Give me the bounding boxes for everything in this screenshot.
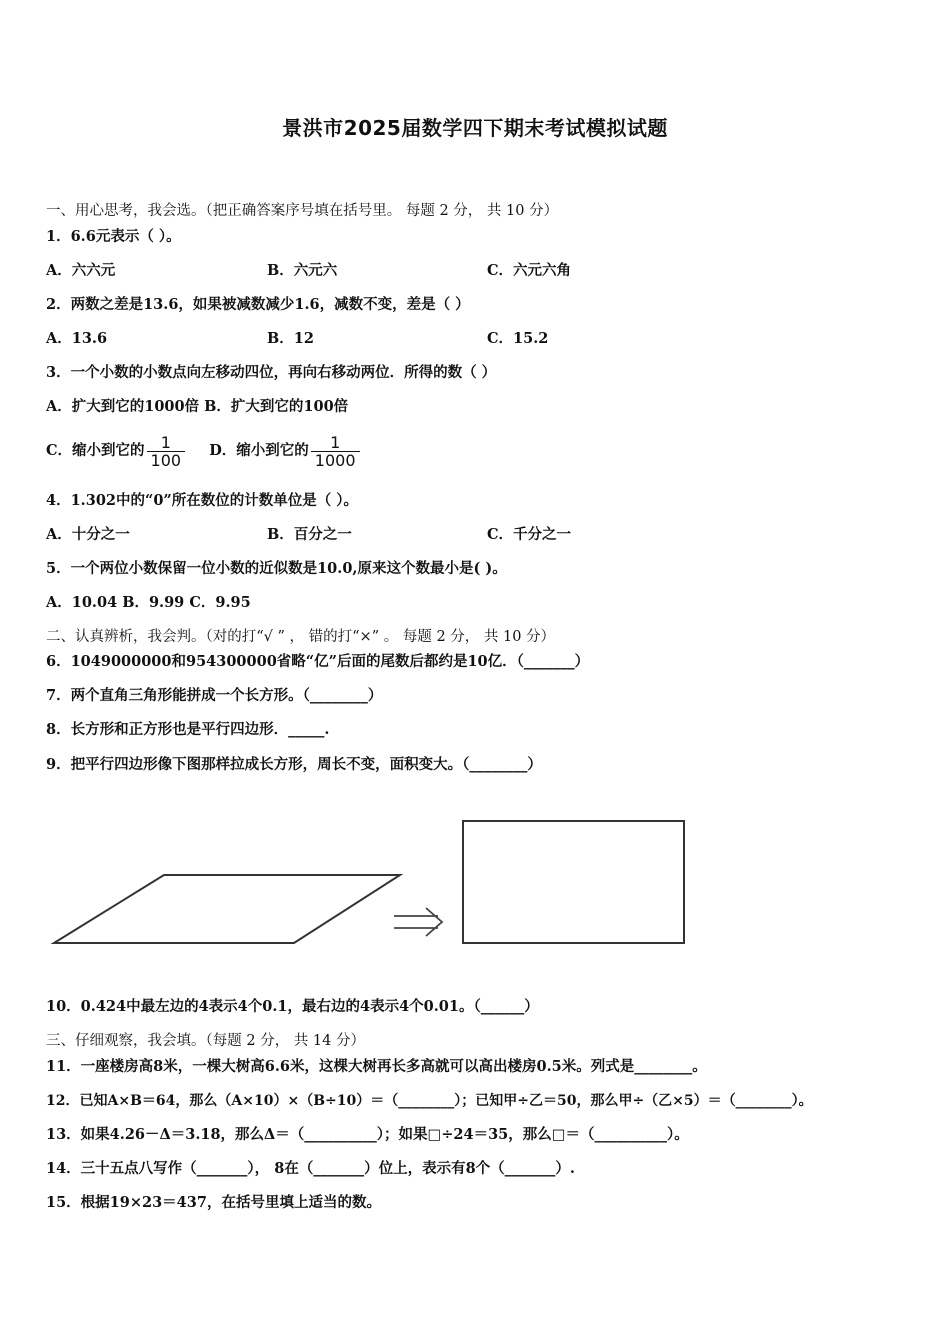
q3-option-d: D．缩小到它的 bbox=[209, 442, 309, 459]
question-2: 2．两数之差是13.6，如果被减数减少1.6，减数不变，差是（ ） bbox=[46, 296, 470, 313]
question-6: 6．1049000000和954300000省略“亿”后面的尾数后都约是10亿．（_______） bbox=[46, 653, 590, 670]
rectangle-shape bbox=[463, 821, 684, 943]
question-3: 3．一个小数的小数点向左移动四位，再向右移动两位．所得的数（ ） bbox=[46, 364, 497, 381]
q4-option-a: A．十分之一 bbox=[46, 526, 130, 543]
fraction-1-1000: $\frac{1}{1000}$ bbox=[311, 434, 360, 469]
page-title: 景洪市2025届数学四下期末考试模拟试题 bbox=[282, 116, 668, 140]
q4-option-c: C．千分之一 bbox=[487, 526, 572, 543]
q1-option-b: B．六元六 bbox=[267, 262, 338, 279]
q1-option-a: A．六六元 bbox=[46, 262, 116, 279]
section-2-heading: 二、认真辨析，我会判。（对的打“√ ” ， 错的打“×” 。 每题 2 分， 共 10 分） bbox=[46, 629, 556, 645]
q5-options: A．10.04 B．9.99 C．9.95 bbox=[46, 594, 251, 611]
q2-option-a: A．13.6 bbox=[46, 330, 108, 347]
q3-options-cd bbox=[46, 432, 360, 470]
double-arrow-icon bbox=[394, 908, 442, 936]
question-1: 1．6.6元表示（ ）。 bbox=[46, 228, 181, 245]
question-11: 11．一座楼房高8米，一棵大树高6.6米，这棵大树再长多高就可以高出楼房0.5米。列式是________。 bbox=[46, 1058, 707, 1075]
q2-option-b: B．12 bbox=[267, 330, 314, 347]
q1-option-c: C．六元六角 bbox=[487, 262, 572, 279]
question-14: 14．三十五点八写作（_______）， 8在（_______）位上，表示有8个（_______）. bbox=[46, 1160, 575, 1177]
q4-option-b: B．百分之一 bbox=[267, 526, 352, 543]
question-15: 15．根据19×23＝437，在括号里填上适当的数。 bbox=[46, 1194, 381, 1211]
section-3-heading: 三、仔细观察，我会填。（每题 2 分， 共 14 分） bbox=[46, 1033, 365, 1049]
question-4: 4．1.302中的“0”所在数位的计数单位是（ ）。 bbox=[46, 492, 359, 509]
question-12: 12．已知A×B＝64，那么（A×10）×（B÷10）＝（________）；已知甲÷乙＝50，那么甲÷（乙×5）＝（________）。 bbox=[46, 1093, 813, 1109]
section-1-heading: 一、用心思考，我会选。（把正确答案序号填在括号里。 每题 2 分， 共 10 分） bbox=[46, 203, 559, 219]
q2-option-c: C．15.2 bbox=[487, 330, 549, 347]
question-7: 7．两个直角三角形能拼成一个长方形。（________） bbox=[46, 687, 383, 704]
q3-option-c: C．缩小到它的 bbox=[46, 442, 145, 459]
question-13: 13．如果4.26－Δ＝3.18，那么Δ＝（__________）；如果□÷24＝35，那么□＝（__________）。 bbox=[46, 1126, 689, 1143]
parallelogram-to-rectangle-figure bbox=[46, 815, 696, 950]
parallelogram-shape bbox=[54, 875, 400, 943]
question-9: 9．把平行四边形像下图那样拉成长方形，周长不变，面积变大。（________） bbox=[46, 756, 542, 773]
question-10: 10．0.424中最左边的4表示4个0.1，最右边的4表示4个0.01。（______） bbox=[46, 998, 539, 1015]
q3-options-ab: A．扩大到它的1000倍 B．扩大到它的100倍 bbox=[46, 398, 349, 415]
question-5: 5．一个两位小数保留一位小数的近似数是10.0,原来这个数最小是( )。 bbox=[46, 560, 507, 577]
fraction-1-100: $\frac{1}{100}$ bbox=[147, 434, 186, 469]
question-8: 8．长方形和正方形也是平行四边形．_____. bbox=[46, 721, 330, 738]
